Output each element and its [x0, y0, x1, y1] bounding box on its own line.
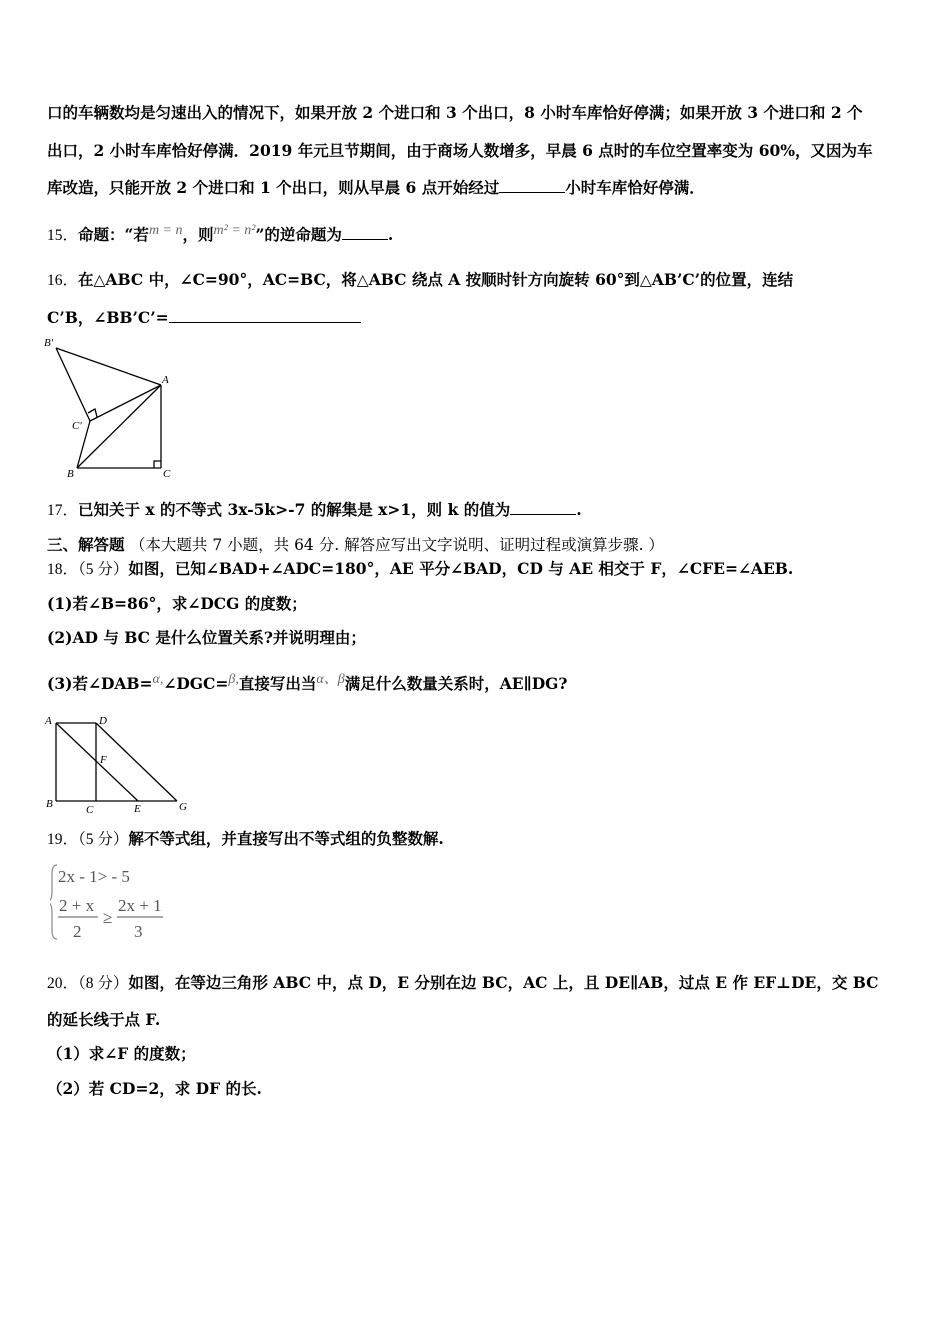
q18-part3 [47, 674, 568, 696]
q18-stem [47, 559, 793, 580]
segment-ae [56, 723, 138, 801]
q19-score: （5 分） [78, 831, 129, 848]
label-a: A [45, 715, 52, 727]
section3-note: （本大题共 7 小题，共 64 分. 解答应写出文字说明、证明过程或演算步骤. ） [129, 536, 664, 554]
q20-score: （8 分） [78, 975, 129, 992]
q20-number: 20． [47, 975, 79, 992]
q16-number: 16． [47, 272, 79, 289]
q16-blank [169, 308, 361, 323]
label-b1: B′ [44, 337, 54, 349]
q15 [47, 225, 393, 247]
segment-dg [96, 723, 177, 801]
q17 [47, 500, 582, 521]
q14-line3 [47, 178, 705, 198]
q15-math2: m² = n² [213, 223, 256, 238]
system-brace [50, 865, 57, 939]
q14-text-a: 库改造，只能开放 2 个进口和 1 个出口，则从早晨 6 点开始经过 [47, 178, 500, 197]
q19-inequality-system [50, 862, 180, 942]
frac1-den: 2 [73, 922, 82, 941]
label-f: F [100, 754, 107, 766]
q20-line1 [47, 973, 878, 994]
q14-line2: 出口，2 小时车库恰好停满．2019 年元旦节期间，由于商场人数增多，早晨 6 点时的车位空置率变为 60%，又因为车 [47, 141, 873, 160]
q19-text: 解不等式组，并直接写出不等式组的负整数解. [128, 829, 444, 848]
q16-text-2: C’B，∠BB’C’= [47, 308, 169, 327]
label-c: C [86, 804, 94, 816]
q14-line1: 口的车辆数均是匀速出入的情况下，如果开放 2 个进口和 3 个出口，8 小时车库恰好停满；如果开放 3 个进口和 2 个 [47, 103, 863, 122]
q20-part1: （1）求∠F 的度数； [47, 1044, 196, 1063]
label-e: E [134, 803, 141, 815]
q20-part2: （2）若 CD=2，求 DF 的长. [47, 1079, 262, 1098]
segment-ba [77, 385, 161, 468]
q15-blank [342, 225, 388, 240]
q15-text-d: . [387, 225, 394, 244]
label-b: B [46, 798, 53, 810]
q18-beta: β, [228, 672, 239, 687]
frac2-num: 2x + 1 [118, 896, 162, 915]
q14-blank [499, 178, 565, 193]
label-b: B [67, 468, 74, 480]
q20-text: 如图，在等边三角形 ABC 中，点 D，E 分别在边 BC，AC 上，且 DE∥AB，过点 E 作 EF⊥DE，交 BC [128, 973, 879, 992]
q17-end: . [576, 500, 582, 519]
frac1-num: 2 + x [59, 896, 95, 915]
q17-text: 已知关于 x 的不等式 3x-5k>-7 的解集是 x>1，则 k 的值为 [78, 500, 511, 519]
label-a: A [162, 374, 169, 386]
q18-figure [40, 712, 200, 816]
q16-line1 [47, 270, 793, 291]
q20-line2: 的延长线于点 F. [47, 1010, 161, 1029]
q18-score: （5 分） [78, 561, 129, 578]
q14-text-b: 小时车库恰好停满． [565, 178, 705, 197]
q16-line2 [47, 308, 361, 328]
q15-math1: m = n [148, 223, 183, 238]
q18-part3-c: 直接写出当 [238, 674, 317, 693]
section3-heading [47, 535, 664, 555]
q18-part1: (1)若∠B=86°，求∠DCG 的度数； [47, 594, 307, 613]
q18-part3-d: 满足什么数量关系时，AE∥DG? [344, 674, 568, 693]
q19-number: 19． [47, 831, 79, 848]
q15-text-b: ，则 [182, 225, 214, 244]
q16-figure [40, 334, 190, 484]
label-c: C [163, 468, 171, 480]
segment-c1a [90, 385, 161, 421]
relation: ≥ [103, 908, 113, 927]
q15-number: 15． [47, 227, 79, 244]
q15-text-c: ”的逆命题为 [255, 225, 342, 244]
segment-b1a [56, 348, 161, 385]
segment-b1c1 [56, 348, 90, 421]
q16-text: 在△ABC 中，∠C=90°，AC=BC，将△ABC 绕点 A 按顺时针方向旋转 60°到△AB’C’的位置，连结 [78, 270, 794, 289]
q18-part2: (2)AD 与 BC 是什么位置关系?并说明理由； [47, 628, 366, 647]
q18-alpha-beta: α、β [316, 672, 345, 687]
label-g: G [179, 801, 187, 813]
q18-part3-b: ∠DGC= [163, 674, 229, 693]
frac2-den: 3 [134, 922, 143, 941]
label-d: D [99, 715, 107, 727]
q18-number: 18． [47, 561, 79, 578]
q15-text-a: 命题：“若 [78, 225, 149, 244]
q18-part3-a: (3)若∠DAB= [47, 674, 153, 693]
q17-blank [510, 500, 576, 515]
right-angle-c [154, 461, 161, 468]
q18-alpha: α, [152, 672, 164, 687]
ineq1: 2x - 1> - 5 [58, 867, 130, 886]
q17-number: 17． [47, 502, 79, 519]
q19-stem [47, 829, 444, 850]
q18-text: 如图，已知∠BAD+∠ADC=180°，AE 平分∠BAD，CD 与 AE 相交于 F，∠CFE=∠AEB. [128, 559, 794, 578]
section3-title: 三、解答题 [47, 535, 125, 554]
label-c1: C′ [72, 420, 82, 432]
right-angle-c1 [88, 409, 97, 417]
